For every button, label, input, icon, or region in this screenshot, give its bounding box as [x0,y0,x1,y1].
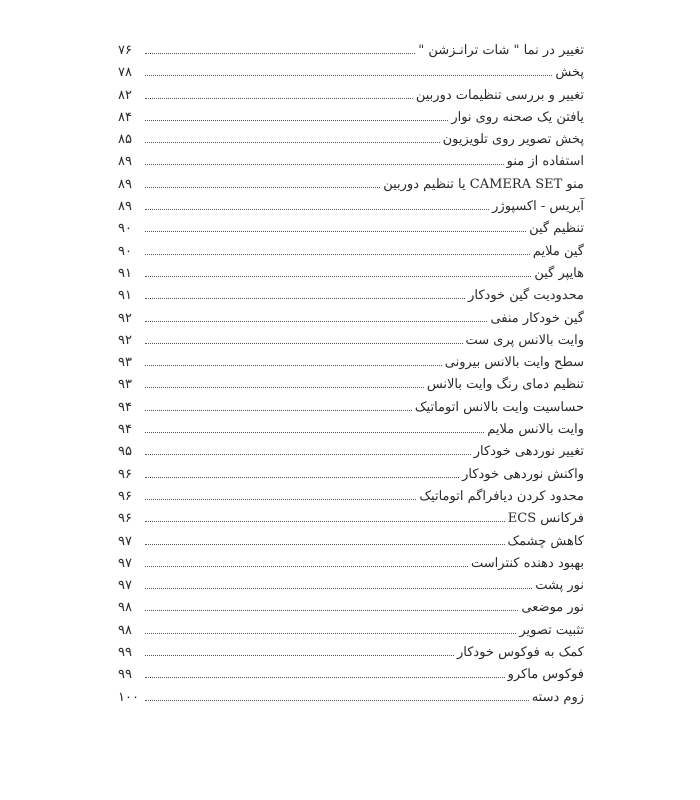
toc-entry-title: محدود کردن دیافراگم اتوماتیک [419,488,584,504]
toc-entry [118,486,584,508]
dot-leader [145,409,412,411]
dot-leader [145,52,415,54]
toc-entry-page: ۷۶ [118,43,132,58]
dot-leader [145,609,518,611]
toc-entry-title: گین ملایم [532,243,584,259]
toc-entry-page: ۹۸ [118,622,132,638]
dot-leader [145,230,526,232]
toc-entry-page: ۹۷ [118,555,132,571]
toc-entry-page: ۹۶ [118,488,132,504]
toc-entry [118,151,584,173]
toc-entry [118,85,584,107]
toc-entry [118,620,584,642]
toc-entry [118,419,584,441]
toc-entry-title: تنظیم دمای رنگ وایت بالانس [426,377,584,393]
toc-entry-page: ۹۲ [118,310,132,326]
toc-entry [118,575,584,597]
toc-entry-page: ۹۱ [118,288,132,304]
toc-entry-title: زوم دسته [531,689,584,705]
toc-entry [118,218,584,240]
toc-entry [118,129,584,151]
toc-entry-page: ۹۰ [118,243,132,259]
dot-leader [145,364,442,366]
toc-entry-title: پخش تصویر روی تلویزیون [442,132,584,148]
toc-entry [118,174,584,196]
toc-entry [118,107,584,129]
toc-entry [118,62,584,84]
toc-entry [118,508,584,530]
toc-entry [118,196,584,218]
dot-leader [145,565,468,567]
dot-leader [145,654,454,656]
toc-entry-page: ۹۶ [118,466,132,482]
toc-entry-page: ۸۲ [118,87,132,103]
toc-entry-title: تثبیت تصویر [519,622,584,638]
dot-leader [145,141,440,143]
dot-leader [145,208,489,210]
toc-entry-page: ۹۷ [118,533,132,549]
toc-entry [118,374,584,396]
toc-entry [118,441,584,463]
toc-entry-page: ۹۵ [118,444,132,460]
toc-entry-title: تغییر در نما " شات ترانـزشن " [418,43,584,58]
dot-leader [145,632,516,634]
dot-leader [145,119,448,121]
toc-entry-title: استفاده از منو [506,154,584,170]
toc-entry-page: ۱۰۰ [118,689,139,705]
toc-entry-title: هایپر گین [534,265,584,281]
toc-entry-page: ۸۹ [118,176,132,192]
toc-entry-page: ۹۲ [118,332,132,348]
dot-leader [145,476,459,478]
table-of-contents [118,40,584,709]
toc-entry-title: واکنش نوردهی خودکار [462,466,584,482]
toc-entry-title: نور پشت [535,578,584,594]
toc-entry [118,553,584,575]
toc-entry-page: ۸۵ [118,132,132,148]
dot-leader [145,320,487,322]
toc-entry-page: ۹۹ [118,645,132,661]
toc-entry-title: نور موضعی [521,600,584,616]
dot-leader [145,186,380,188]
dot-leader [145,431,484,433]
toc-entry [118,352,584,374]
dot-leader [145,453,471,455]
toc-entry-page: ۹۹ [118,667,132,683]
toc-entry [118,642,584,664]
toc-entry-title: محدودیت گین خودکار [468,288,584,304]
toc-entry-page: ۹۳ [118,377,132,393]
toc-entry [118,285,584,307]
dot-leader [145,498,416,500]
toc-entry-title: تغییر نوردهی خودکار [473,444,584,460]
toc-entry [118,263,584,285]
dot-leader [145,253,530,255]
dot-leader [145,520,505,522]
toc-entry-title: تغییر و بررسی تنظیمات دوربین [415,87,584,103]
toc-entry [118,687,584,709]
toc-entry [118,308,584,330]
toc-entry-page: ۹۶ [118,511,132,527]
toc-entry [118,464,584,486]
toc-entry-title: آیریس - اکسپوژر [492,199,584,215]
dot-leader [145,543,505,545]
toc-entry-page: ۹۱ [118,265,132,281]
toc-entry-title: بهبود دهنده کنتراست [471,555,584,571]
toc-entry-page: ۹۷ [118,578,132,594]
toc-entry-title: فرکانس ECS [507,511,584,527]
dot-leader [145,699,529,701]
toc-entry-title: وایت بالانس ملایم [487,422,584,438]
toc-entry-title: سطح وایت بالانس بیرونی [444,355,584,371]
toc-entry-page: ۸۹ [118,154,132,170]
toc-entry [118,531,584,553]
toc-entry-title: حساسیت وایت بالانس اتوماتیک [414,399,584,415]
toc-entry-page: ۹۸ [118,600,132,616]
toc-entry-title: پخش [555,65,584,81]
toc-entry-title: تنظیم گین [529,221,584,237]
toc-entry-title: وایت بالانس پری ست [465,332,584,348]
toc-entry-page: ۹۴ [118,422,132,438]
toc-entry [118,40,584,62]
toc-entry-title: گین خودکار منفی [490,310,584,326]
toc-entry [118,664,584,686]
toc-entry-page: ۹۳ [118,355,132,371]
toc-entry-page: ۷۸ [118,65,132,81]
toc-entry-title: یافتن یک صحنه روی نوار [451,109,584,125]
toc-entry [118,241,584,263]
dot-leader [145,275,531,277]
toc-entry-page: ۸۹ [118,199,132,215]
dot-leader [145,342,463,344]
toc-entry-page: ۹۴ [118,399,132,415]
dot-leader [145,587,532,589]
toc-entry [118,597,584,619]
toc-entry-page: ۸۴ [118,109,132,125]
toc-entry-title: کاهش چشمک [507,533,584,549]
dot-leader [145,97,413,99]
dot-leader [145,74,552,76]
toc-entry [118,330,584,352]
toc-entry-title: کمک به فوکوس خودکار [457,645,584,661]
toc-entry-page: ۹۰ [118,221,132,237]
dot-leader [145,386,424,388]
toc-entry-title: منو CAMERA SET یا تنظیم دوربین [383,176,584,192]
dot-leader [145,163,504,165]
dot-leader [145,676,505,678]
toc-entry [118,397,584,419]
dot-leader [145,297,465,299]
toc-entry-title: فوکوس ماکرو [507,667,584,683]
